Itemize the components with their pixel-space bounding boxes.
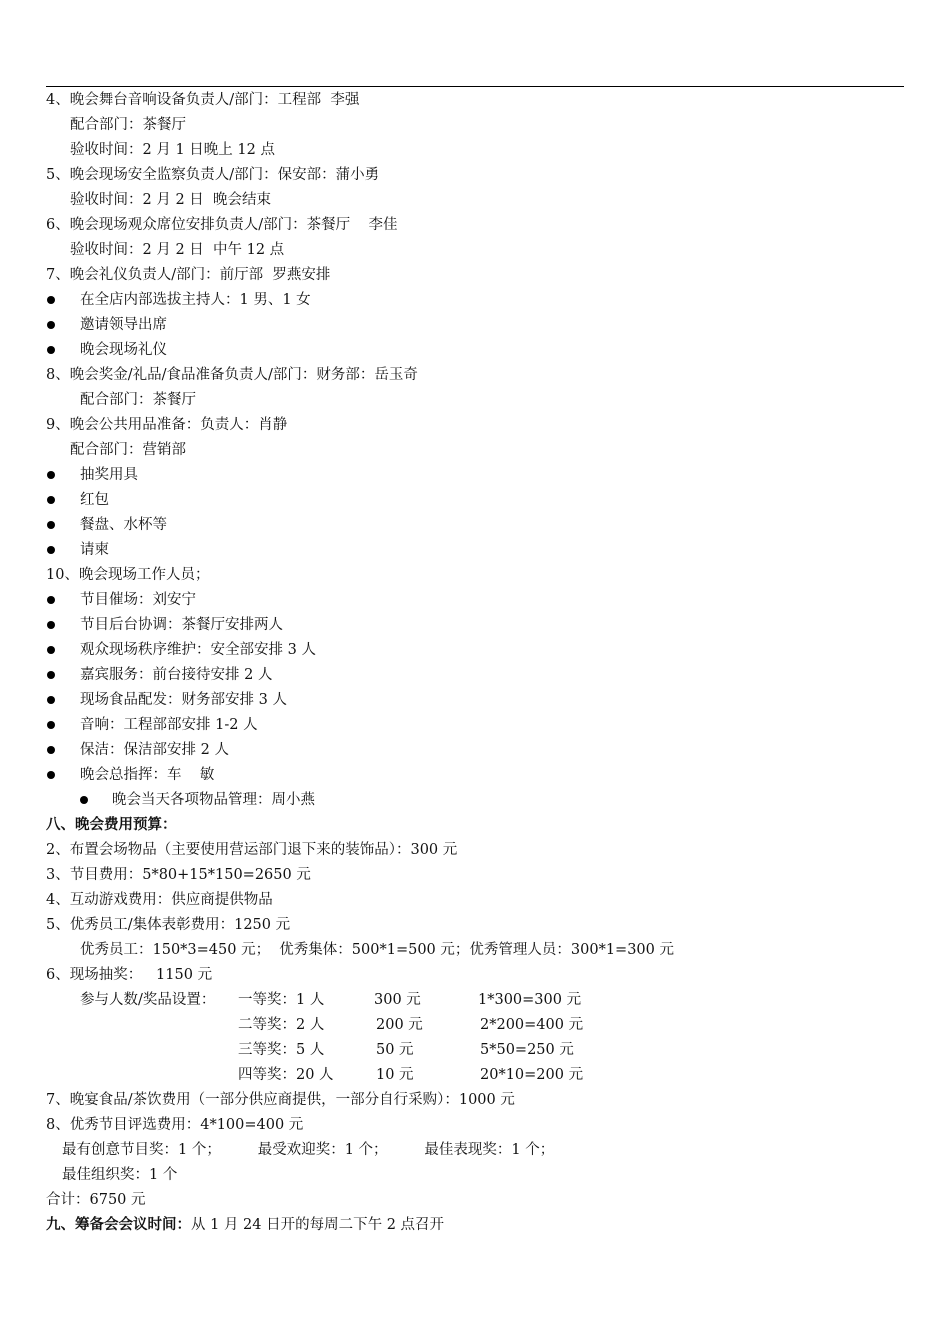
bullet-icon <box>47 346 55 354</box>
item-4-acceptance-time: 验收时间：2 月 1 日晚上 12 点 <box>70 142 275 158</box>
bullet-icon <box>47 496 55 504</box>
prize-formula: 2*200=400 元 <box>480 1017 584 1033</box>
prize-formula: 5*50=250 元 <box>480 1042 574 1058</box>
budget-item-5-detail: 优秀员工：150*3=450 元； 优秀集体：500*1=500 元；优秀管理人员：300*1=300 元 <box>80 942 674 958</box>
section-8-heading: 八、晚会费用预算： <box>46 816 177 833</box>
item-6-seating: 6、晚会现场观众席位安排负责人/部门：茶餐厅 李佳 <box>46 217 398 233</box>
bullet-icon <box>47 546 55 554</box>
budget-total: 合计：6750 元 <box>46 1192 146 1208</box>
list-item: 现场食品配发：财务部安排 3 人 <box>80 692 287 708</box>
prize-level: 一等奖：1 人 <box>238 992 325 1008</box>
bullet-icon <box>80 796 88 804</box>
bullet-icon <box>47 321 55 329</box>
budget-item-8-award-org: 最佳组织奖：1 个 <box>62 1167 178 1183</box>
item-4-cooperating-dept: 配合部门：茶餐厅 <box>70 117 186 133</box>
header-rule <box>46 86 904 87</box>
prize-amount: 300 元 <box>374 992 421 1008</box>
prize-formula: 20*10=200 元 <box>480 1067 584 1083</box>
list-item: 在全店内部选拔主持人：1 男、1 女 <box>80 292 311 308</box>
prize-level: 四等奖：20 人 <box>238 1067 334 1083</box>
section-9-line <box>46 1215 444 1235</box>
item-8-cooperating-dept: 配合部门：茶餐厅 <box>80 392 196 408</box>
bullet-icon <box>47 471 55 479</box>
budget-item-8: 8、优秀节目评选费用：4*100=400 元 <box>46 1117 304 1133</box>
item-7-etiquette: 7、晚会礼仪负责人/部门：前厅部 罗燕安排 <box>46 267 331 283</box>
prize-amount: 50 元 <box>376 1042 414 1058</box>
budget-item-3: 3、节目费用：5*80+15*150=2650 元 <box>46 867 311 883</box>
list-item: 节目催场：刘安宁 <box>80 592 196 608</box>
bullet-icon <box>47 721 55 729</box>
bullet-icon <box>47 671 55 679</box>
prize-amount: 10 元 <box>376 1067 414 1083</box>
budget-item-6: 6、现场抽奖： 1150 元 <box>46 967 213 983</box>
list-item: 请柬 <box>80 542 109 558</box>
bullet-icon <box>47 621 55 629</box>
budget-item-4: 4、互动游戏费用：供应商提供物品 <box>46 892 273 908</box>
list-item: 音响：工程部部安排 1-2 人 <box>80 717 258 733</box>
list-item: 保洁：保洁部安排 2 人 <box>80 742 229 758</box>
bullet-icon <box>47 521 55 529</box>
item-9-supplies: 9、晚会公共用品准备：负责人：肖静 <box>46 417 288 433</box>
section-9-heading: 九、筹备会会议时间： <box>46 1216 191 1233</box>
list-item: 红包 <box>80 492 109 508</box>
list-item: 邀请领导出席 <box>80 317 167 333</box>
item-8-prizes: 8、晚会奖金/礼品/食品准备负责人/部门：财务部：岳玉奇 <box>46 367 418 383</box>
item-9-cooperating-dept: 配合部门：营销部 <box>70 442 186 458</box>
bullet-icon <box>47 696 55 704</box>
list-item: 餐盘、水杯等 <box>80 517 167 533</box>
list-item: 抽奖用具 <box>80 467 138 483</box>
item-10-staff: 10、晚会现场工作人员； <box>46 567 210 583</box>
budget-item-2: 2、布置会场物品（主要使用营运部门退下来的装饰品）：300 元 <box>46 842 458 858</box>
prize-level: 二等奖：2 人 <box>238 1017 325 1033</box>
prize-level: 三等奖：5 人 <box>238 1042 325 1058</box>
list-item: 晚会当天各项物品管理：周小燕 <box>112 792 315 808</box>
list-item: 节目后台协调：茶餐厅安排两人 <box>80 617 283 633</box>
list-item: 观众现场秩序维护：安全部安排 3 人 <box>80 642 316 658</box>
budget-item-8-awards: 最有创意节目奖：1 个； 最受欢迎奖：1 个； 最佳表现奖：1 个； <box>62 1142 555 1158</box>
item-5-acceptance-time: 验收时间：2 月 2 日 晚会结束 <box>70 192 271 208</box>
list-item: 晚会总指挥：车 敏 <box>80 767 215 783</box>
list-item: 晚会现场礼仪 <box>80 342 167 358</box>
prize-formula: 1*300=300 元 <box>478 992 582 1008</box>
bullet-icon <box>47 596 55 604</box>
bullet-icon <box>47 646 55 654</box>
bullet-icon <box>47 296 55 304</box>
bullet-icon <box>47 746 55 754</box>
budget-item-7: 7、晚宴食品/茶饮费用（一部分供应商提供，一部分自行采购）：1000 元 <box>46 1092 515 1108</box>
prize-amount: 200 元 <box>376 1017 423 1033</box>
item-6-acceptance-time: 验收时间：2 月 2 日 中午 12 点 <box>70 242 285 258</box>
budget-item-5: 5、优秀员工/集体表彰费用：1250 元 <box>46 917 291 933</box>
item-5-security: 5、晚会现场安全监察负责人/部门：保安部：蒲小勇 <box>46 167 380 183</box>
bullet-icon <box>47 771 55 779</box>
prize-label: 参与人数/奖品设置： <box>80 992 216 1008</box>
list-item: 嘉宾服务：前台接待安排 2 人 <box>80 667 273 683</box>
item-4-stage-audio: 4、晚会舞台音响设备负责人/部门：工程部 李强 <box>46 92 360 108</box>
section-9-text: 从 1 月 24 日开的每周二下午 2 点召开 <box>191 1217 445 1233</box>
